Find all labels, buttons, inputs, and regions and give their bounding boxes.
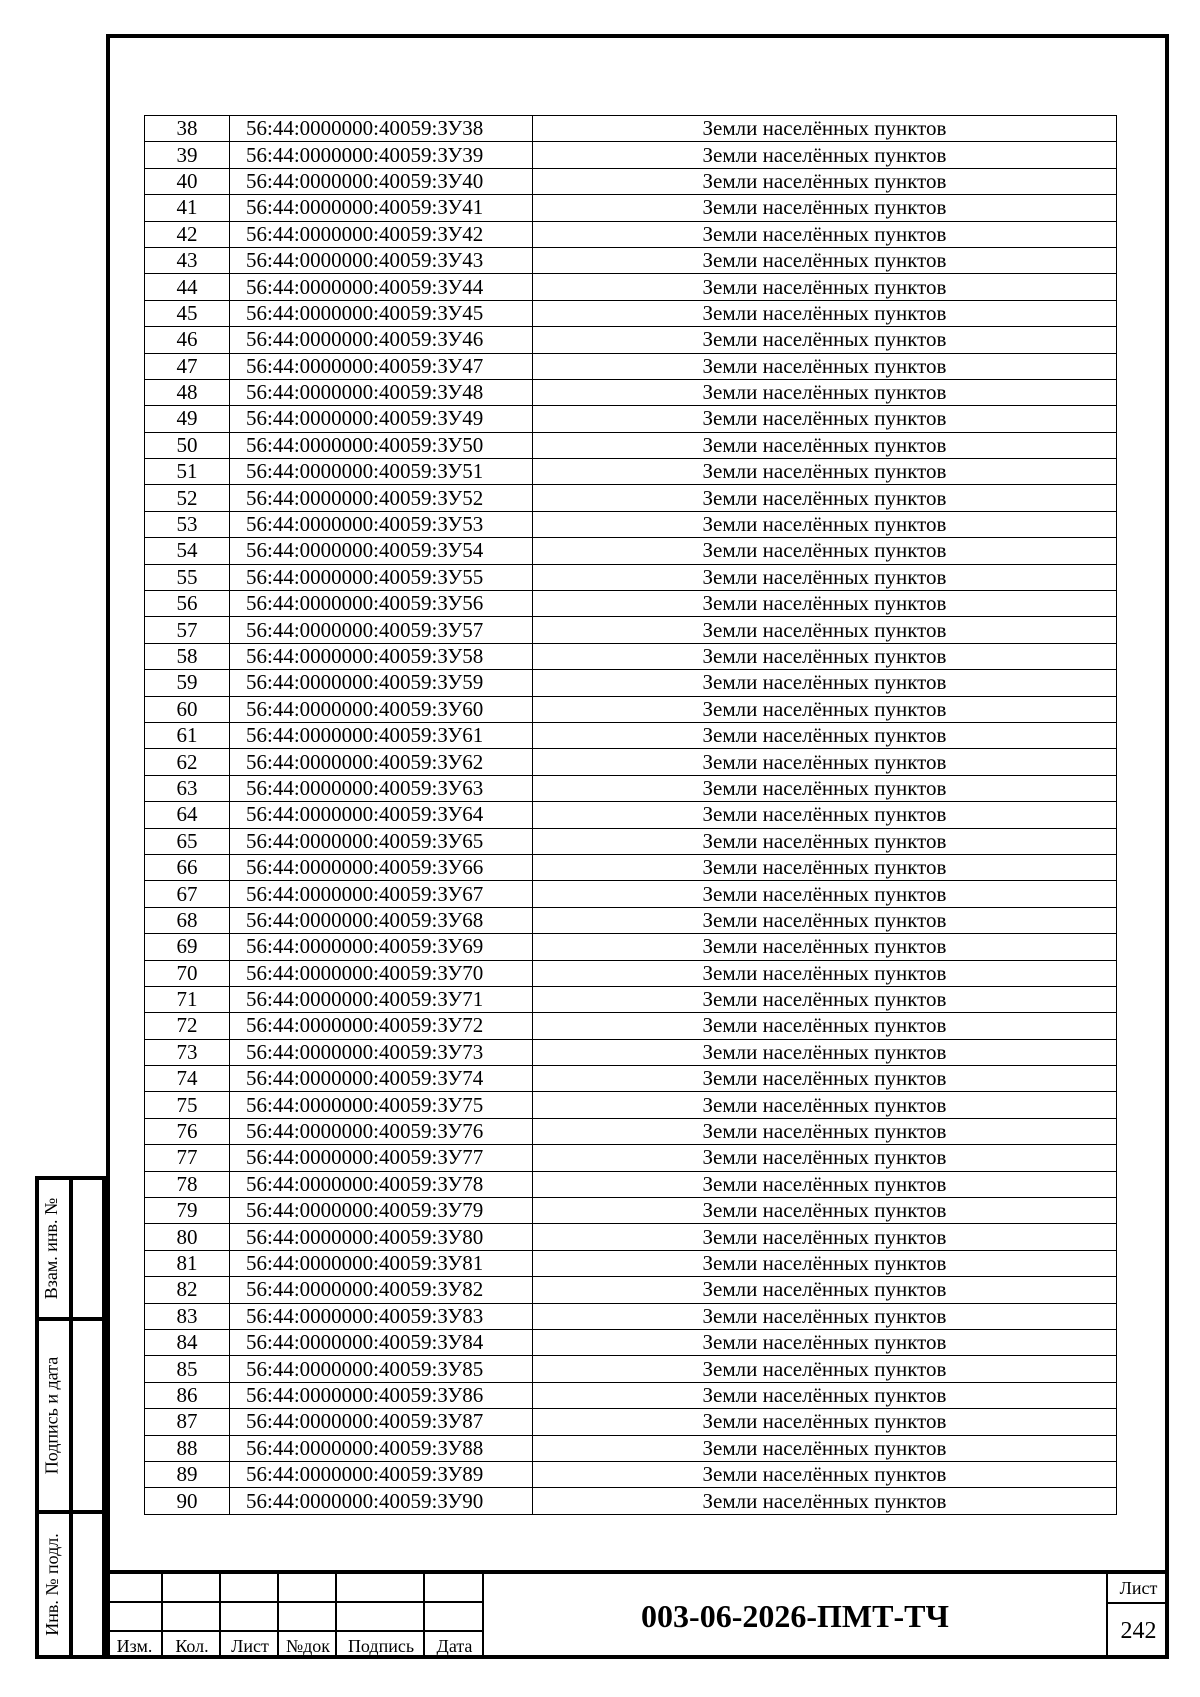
stamp-row-line [106, 1601, 484, 1603]
land-category: Земли населённых пунктов [533, 749, 1117, 775]
document-code: 003-06-2026-ПМТ-ТЧ [641, 1598, 949, 1634]
land-category: Земли населённых пунктов [533, 221, 1117, 247]
row-number: 62 [145, 749, 230, 775]
table-row [145, 274, 1117, 300]
cadastral-number: 56:44:0000000:40059:ЗУ72 [230, 1013, 533, 1039]
cadastral-number: 56:44:0000000:40059:ЗУ86 [230, 1382, 533, 1408]
land-category: Земли населённых пунктов [533, 854, 1117, 880]
row-number: 54 [145, 538, 230, 564]
row-number: 57 [145, 617, 230, 643]
table-row [145, 1356, 1117, 1382]
cadastral-number: 56:44:0000000:40059:ЗУ62 [230, 749, 533, 775]
row-number: 58 [145, 643, 230, 669]
land-category: Земли населённых пунктов [533, 722, 1117, 748]
row-number: 83 [145, 1303, 230, 1329]
sheet-box [1106, 1574, 1169, 1659]
land-category: Земли населённых пунктов [533, 1277, 1117, 1303]
land-category: Земли населённых пунктов [533, 142, 1117, 168]
row-number: 75 [145, 1092, 230, 1118]
table-row [145, 1329, 1117, 1355]
row-number: 45 [145, 300, 230, 326]
land-plots-table [144, 115, 1117, 1515]
cadastral-number: 56:44:0000000:40059:ЗУ59 [230, 670, 533, 696]
table-row [145, 379, 1117, 405]
land-category: Земли населённых пунктов [533, 617, 1117, 643]
cadastral-number: 56:44:0000000:40059:ЗУ58 [230, 643, 533, 669]
cadastral-number: 56:44:0000000:40059:ЗУ56 [230, 591, 533, 617]
land-category: Земли населённых пунктов [533, 300, 1117, 326]
table-row [145, 1250, 1117, 1276]
table-row [145, 406, 1117, 432]
table-row [145, 696, 1117, 722]
row-number: 38 [145, 116, 230, 142]
land-category: Земли населённых пунктов [533, 327, 1117, 353]
row-number: 74 [145, 1066, 230, 1092]
side-label-inv: Инв. № подл. [41, 1533, 62, 1636]
stamp-row-line [106, 1630, 484, 1632]
table-row [145, 247, 1117, 273]
cadastral-number: 56:44:0000000:40059:ЗУ88 [230, 1435, 533, 1461]
land-category: Земли населённых пунктов [533, 934, 1117, 960]
cadastral-number: 56:44:0000000:40059:ЗУ53 [230, 511, 533, 537]
row-number: 66 [145, 854, 230, 880]
stamp-label-ndok: №док [285, 1636, 331, 1656]
table-row [145, 1092, 1117, 1118]
land-category: Земли населённых пунктов [533, 1461, 1117, 1487]
row-number: 76 [145, 1118, 230, 1144]
land-category: Земли населённых пунктов [533, 960, 1117, 986]
cadastral-number: 56:44:0000000:40059:ЗУ38 [230, 116, 533, 142]
land-category: Земли населённых пунктов [533, 379, 1117, 405]
side-stamp [35, 1176, 106, 1659]
cadastral-number: 56:44:0000000:40059:ЗУ79 [230, 1198, 533, 1224]
land-category: Земли населённых пунктов [533, 353, 1117, 379]
row-number: 72 [145, 1013, 230, 1039]
table-row [145, 538, 1117, 564]
row-number: 39 [145, 142, 230, 168]
cadastral-number: 56:44:0000000:40059:ЗУ48 [230, 379, 533, 405]
row-number: 84 [145, 1329, 230, 1355]
cadastral-number: 56:44:0000000:40059:ЗУ87 [230, 1409, 533, 1435]
table-row [145, 353, 1117, 379]
land-category: Земли населённых пунктов [533, 1409, 1117, 1435]
cadastral-number: 56:44:0000000:40059:ЗУ84 [230, 1329, 533, 1355]
cadastral-number: 56:44:0000000:40059:ЗУ41 [230, 195, 533, 221]
cadastral-number: 56:44:0000000:40059:ЗУ83 [230, 1303, 533, 1329]
land-category: Земли населённых пунктов [533, 195, 1117, 221]
table-row [145, 1145, 1117, 1171]
row-number: 50 [145, 432, 230, 458]
table-row [145, 1382, 1117, 1408]
table-row [145, 168, 1117, 194]
land-category: Земли населённых пунктов [533, 485, 1117, 511]
land-category: Земли населённых пунктов [533, 1382, 1117, 1408]
land-category: Земли населённых пунктов [533, 1198, 1117, 1224]
table-row [145, 459, 1117, 485]
side-divider [69, 1176, 73, 1659]
land-category: Земли населённых пунктов [533, 775, 1117, 801]
table-row [145, 854, 1117, 880]
land-category: Земли населённых пунктов [533, 670, 1117, 696]
table-row [145, 1409, 1117, 1435]
land-category: Земли населённых пунктов [533, 406, 1117, 432]
land-category: Земли населённых пунктов [533, 802, 1117, 828]
cadastral-number: 56:44:0000000:40059:ЗУ50 [230, 432, 533, 458]
land-category: Земли населённых пунктов [533, 459, 1117, 485]
land-category: Земли населённых пунктов [533, 1171, 1117, 1197]
land-category: Земли населённых пунктов [533, 116, 1117, 142]
row-number: 59 [145, 670, 230, 696]
cadastral-number: 56:44:0000000:40059:ЗУ46 [230, 327, 533, 353]
land-category: Земли населённых пунктов [533, 432, 1117, 458]
row-number: 40 [145, 168, 230, 194]
row-number: 85 [145, 1356, 230, 1382]
land-category: Земли населённых пунктов [533, 986, 1117, 1012]
table-row [145, 670, 1117, 696]
table-row [145, 986, 1117, 1012]
row-number: 61 [145, 722, 230, 748]
cadastral-number: 56:44:0000000:40059:ЗУ47 [230, 353, 533, 379]
table-row [145, 485, 1117, 511]
cadastral-number: 56:44:0000000:40059:ЗУ54 [230, 538, 533, 564]
row-number: 70 [145, 960, 230, 986]
table-row [145, 195, 1117, 221]
land-category: Земли населённых пунктов [533, 1329, 1117, 1355]
land-category: Земли населённых пунктов [533, 274, 1117, 300]
land-category: Земли населённых пунктов [533, 168, 1117, 194]
row-number: 87 [145, 1409, 230, 1435]
table-row [145, 1488, 1117, 1514]
cadastral-number: 56:44:0000000:40059:ЗУ70 [230, 960, 533, 986]
cadastral-number: 56:44:0000000:40059:ЗУ77 [230, 1145, 533, 1171]
row-number: 67 [145, 881, 230, 907]
stamp-label-data: Дата [436, 1636, 473, 1656]
cadastral-number: 56:44:0000000:40059:ЗУ75 [230, 1092, 533, 1118]
land-category: Земли населённых пунктов [533, 1145, 1117, 1171]
cadastral-number: 56:44:0000000:40059:ЗУ76 [230, 1118, 533, 1144]
row-number: 53 [145, 511, 230, 537]
land-category: Земли населённых пунктов [533, 564, 1117, 590]
cadastral-number: 56:44:0000000:40059:ЗУ81 [230, 1250, 533, 1276]
row-number: 63 [145, 775, 230, 801]
land-category: Земли населённых пунктов [533, 511, 1117, 537]
land-category: Земли населённых пунктов [533, 1224, 1117, 1250]
sheet-number: 242 [1120, 1618, 1157, 1644]
row-number: 56 [145, 591, 230, 617]
cadastral-number: 56:44:0000000:40059:ЗУ49 [230, 406, 533, 432]
land-category: Земли населённых пунктов [533, 907, 1117, 933]
stamp-label-podpis: Подпись [347, 1636, 415, 1656]
land-category: Земли населённых пунктов [533, 828, 1117, 854]
land-category: Земли населённых пунктов [533, 1013, 1117, 1039]
cadastral-number: 56:44:0000000:40059:ЗУ57 [230, 617, 533, 643]
table-row [145, 749, 1117, 775]
table-row [145, 802, 1117, 828]
land-category: Земли населённых пунктов [533, 1066, 1117, 1092]
row-number: 64 [145, 802, 230, 828]
row-number: 89 [145, 1461, 230, 1487]
land-category: Земли населённых пунктов [533, 1435, 1117, 1461]
land-category: Земли населённых пунктов [533, 591, 1117, 617]
table-row [145, 960, 1117, 986]
table-body [145, 116, 1117, 1515]
row-number: 79 [145, 1198, 230, 1224]
table-row [145, 300, 1117, 326]
table-row [145, 591, 1117, 617]
row-number: 71 [145, 986, 230, 1012]
table-row [145, 722, 1117, 748]
cadastral-number: 56:44:0000000:40059:ЗУ64 [230, 802, 533, 828]
cadastral-number: 56:44:0000000:40059:ЗУ85 [230, 1356, 533, 1382]
table-row [145, 1435, 1117, 1461]
land-category: Земли населённых пунктов [533, 1039, 1117, 1065]
cadastral-number: 56:44:0000000:40059:ЗУ89 [230, 1461, 533, 1487]
cadastral-number: 56:44:0000000:40059:ЗУ52 [230, 485, 533, 511]
table-row [145, 1303, 1117, 1329]
land-category: Земли населённых пунктов [533, 1488, 1117, 1514]
cadastral-number: 56:44:0000000:40059:ЗУ60 [230, 696, 533, 722]
table-row [145, 142, 1117, 168]
table-row [145, 881, 1117, 907]
table-row [145, 907, 1117, 933]
cadastral-number: 56:44:0000000:40059:ЗУ45 [230, 300, 533, 326]
row-number: 44 [145, 274, 230, 300]
cadastral-number: 56:44:0000000:40059:ЗУ69 [230, 934, 533, 960]
stamp-label-list: Лист [231, 1636, 269, 1656]
cadastral-number: 56:44:0000000:40059:ЗУ71 [230, 986, 533, 1012]
row-number: 90 [145, 1488, 230, 1514]
land-category: Земли населённых пунктов [533, 1250, 1117, 1276]
row-number: 80 [145, 1224, 230, 1250]
table-row [145, 828, 1117, 854]
cadastral-number: 56:44:0000000:40059:ЗУ43 [230, 247, 533, 273]
land-category: Земли населённых пунктов [533, 247, 1117, 273]
table-row [145, 221, 1117, 247]
row-number: 69 [145, 934, 230, 960]
row-number: 55 [145, 564, 230, 590]
cadastral-number: 56:44:0000000:40059:ЗУ66 [230, 854, 533, 880]
row-number: 81 [145, 1250, 230, 1276]
land-category: Земли населённых пунктов [533, 881, 1117, 907]
sheet-label: Лист [1108, 1574, 1169, 1604]
table-row [145, 1198, 1117, 1224]
cadastral-number: 56:44:0000000:40059:ЗУ90 [230, 1488, 533, 1514]
cadastral-number: 56:44:0000000:40059:ЗУ82 [230, 1277, 533, 1303]
cadastral-number: 56:44:0000000:40059:ЗУ61 [230, 722, 533, 748]
table-row [145, 432, 1117, 458]
cadastral-number: 56:44:0000000:40059:ЗУ80 [230, 1224, 533, 1250]
row-number: 49 [145, 406, 230, 432]
stamp-label-kol: Кол. [175, 1636, 209, 1656]
table-row [145, 1066, 1117, 1092]
row-number: 73 [145, 1039, 230, 1065]
side-label-vzam: Взам. инв. № [41, 1197, 62, 1300]
row-number: 82 [145, 1277, 230, 1303]
table-row [145, 617, 1117, 643]
row-number: 77 [145, 1145, 230, 1171]
table-row [145, 1461, 1117, 1487]
row-number: 42 [145, 221, 230, 247]
cadastral-number: 56:44:0000000:40059:ЗУ78 [230, 1171, 533, 1197]
table-row [145, 1171, 1117, 1197]
land-category: Земли населённых пунктов [533, 538, 1117, 564]
land-category: Земли населённых пунктов [533, 1118, 1117, 1144]
cadastral-number: 56:44:0000000:40059:ЗУ40 [230, 168, 533, 194]
row-number: 65 [145, 828, 230, 854]
row-number: 60 [145, 696, 230, 722]
table-row [145, 1224, 1117, 1250]
cadastral-number: 56:44:0000000:40059:ЗУ51 [230, 459, 533, 485]
land-category: Земли населённых пунктов [533, 696, 1117, 722]
row-number: 47 [145, 353, 230, 379]
cadastral-number: 56:44:0000000:40059:ЗУ68 [230, 907, 533, 933]
row-number: 41 [145, 195, 230, 221]
table-row [145, 1277, 1117, 1303]
land-category: Земли населённых пунктов [533, 643, 1117, 669]
table-row [145, 116, 1117, 142]
row-number: 86 [145, 1382, 230, 1408]
land-category: Земли населённых пунктов [533, 1092, 1117, 1118]
row-number: 46 [145, 327, 230, 353]
stamp-label-izm: Изм. [116, 1636, 153, 1656]
table-row [145, 1013, 1117, 1039]
row-number: 43 [145, 247, 230, 273]
cadastral-number: 56:44:0000000:40059:ЗУ55 [230, 564, 533, 590]
table-row [145, 327, 1117, 353]
table-row [145, 643, 1117, 669]
cadastral-number: 56:44:0000000:40059:ЗУ39 [230, 142, 533, 168]
table-row [145, 1039, 1117, 1065]
cadastral-number: 56:44:0000000:40059:ЗУ73 [230, 1039, 533, 1065]
row-number: 52 [145, 485, 230, 511]
row-number: 48 [145, 379, 230, 405]
land-category: Земли населённых пунктов [533, 1356, 1117, 1382]
cadastral-number: 56:44:0000000:40059:ЗУ74 [230, 1066, 533, 1092]
side-label-podpis: Подпись и дата [41, 1356, 62, 1475]
table-row [145, 511, 1117, 537]
title-block [106, 1570, 1169, 1659]
table-row [145, 1118, 1117, 1144]
row-number: 88 [145, 1435, 230, 1461]
cadastral-number: 56:44:0000000:40059:ЗУ63 [230, 775, 533, 801]
row-number: 78 [145, 1171, 230, 1197]
land-category: Земли населённых пунктов [533, 1303, 1117, 1329]
row-number: 51 [145, 459, 230, 485]
table-row [145, 564, 1117, 590]
cadastral-number: 56:44:0000000:40059:ЗУ44 [230, 274, 533, 300]
cadastral-number: 56:44:0000000:40059:ЗУ67 [230, 881, 533, 907]
table-row [145, 775, 1117, 801]
table-row [145, 934, 1117, 960]
cadastral-number: 56:44:0000000:40059:ЗУ65 [230, 828, 533, 854]
cadastral-number: 56:44:0000000:40059:ЗУ42 [230, 221, 533, 247]
row-number: 68 [145, 907, 230, 933]
